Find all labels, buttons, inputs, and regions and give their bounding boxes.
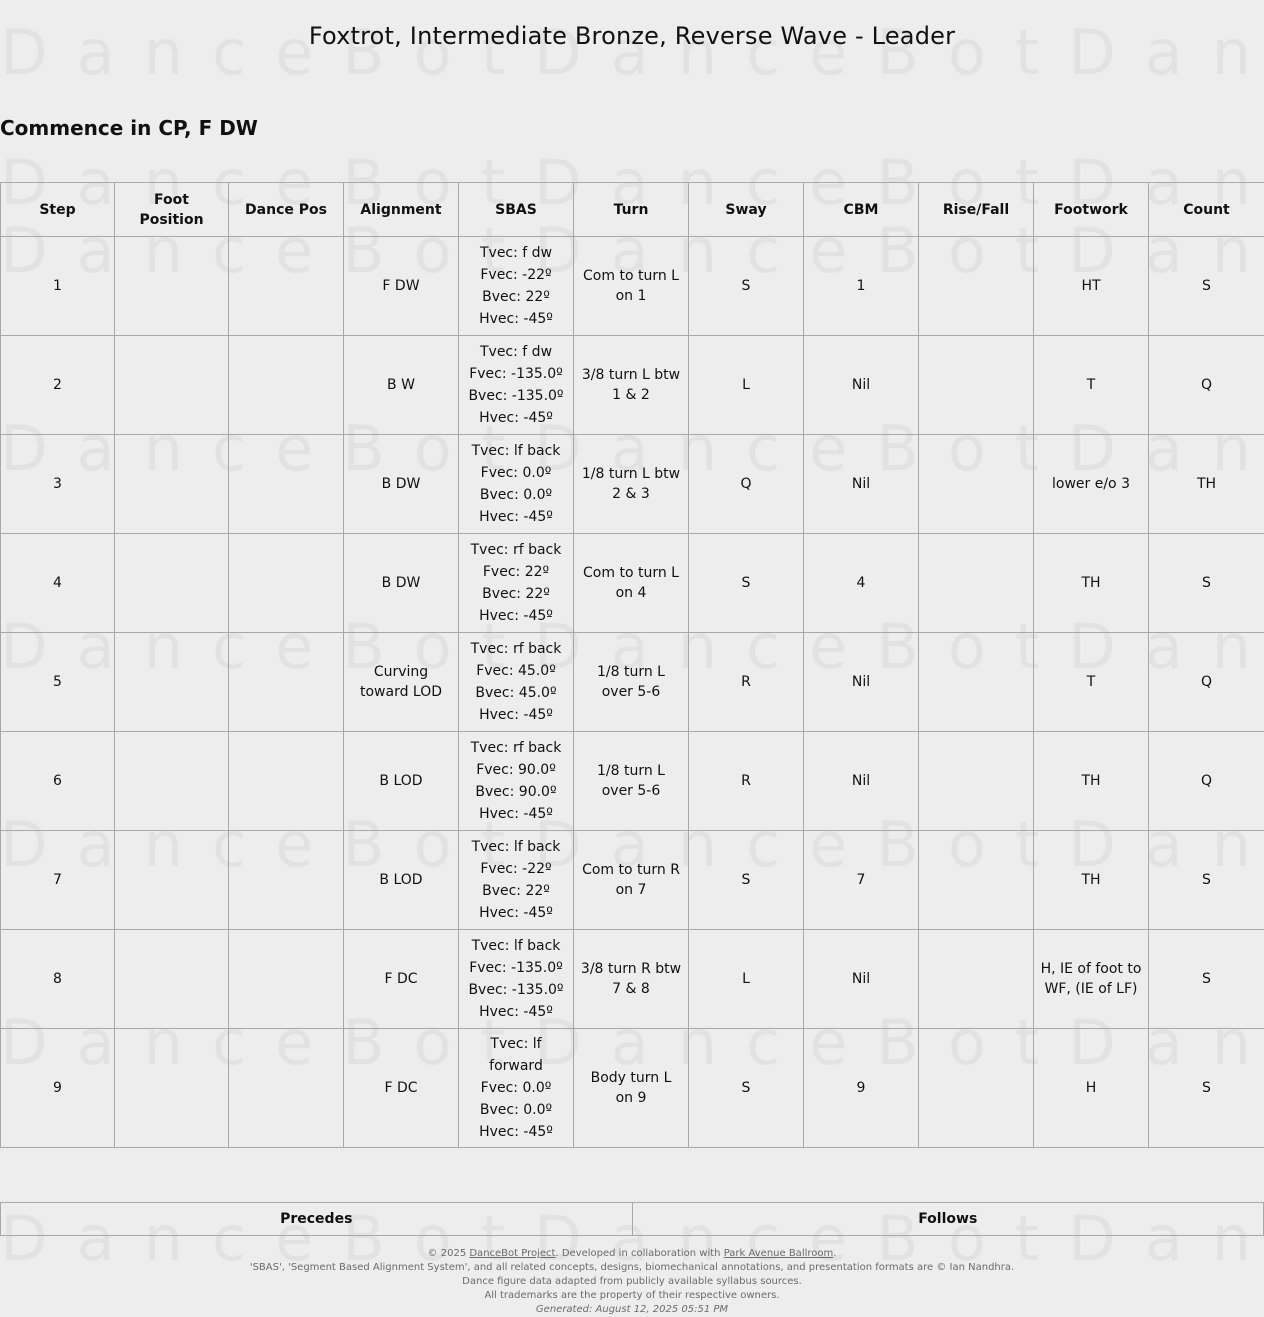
cell-rise-fall	[919, 930, 1034, 1029]
sbas-line: Tvec: lf forward	[465, 1033, 567, 1077]
cell-sway: L	[689, 930, 804, 1029]
copyright-prefix: © 2025	[428, 1248, 470, 1259]
cell-turn: Com to turn R on 7	[574, 831, 689, 930]
cell-rise-fall	[919, 435, 1034, 534]
column-header-sbas: SBAS	[459, 183, 574, 237]
sbas-line: Hvec: -45º	[465, 407, 567, 429]
cell-count: S	[1149, 930, 1264, 1029]
cell-foot-position	[115, 435, 229, 534]
sbas-line: Bvec: 0.0º	[465, 1099, 567, 1121]
cell-turn: 3/8 turn R btw 7 & 8	[574, 930, 689, 1029]
cell-alignment: F DC	[344, 1029, 459, 1148]
follows-header: Follows	[632, 1203, 1264, 1236]
cell-step: 5	[1, 633, 115, 732]
column-header-cbm: CBM	[804, 183, 919, 237]
sbas-line: Hvec: -45º	[465, 704, 567, 726]
cell-dance-pos	[229, 732, 344, 831]
cell-sbas	[459, 534, 574, 633]
cell-turn: 1/8 turn L over 5-6	[574, 633, 689, 732]
cell-turn: 3/8 turn L btw 1 & 2	[574, 336, 689, 435]
table-row	[1, 633, 1264, 732]
cell-sway: R	[689, 633, 804, 732]
cell-foot-position	[115, 930, 229, 1029]
cell-dance-pos	[229, 1029, 344, 1148]
precedes-header: Precedes	[1, 1203, 633, 1236]
cell-count: TH	[1149, 435, 1264, 534]
cell-footwork: TH	[1034, 732, 1149, 831]
cell-alignment: B W	[344, 336, 459, 435]
sbas-line: Fvec: -22º	[465, 264, 567, 286]
cell-count: S	[1149, 237, 1264, 336]
table-row	[1, 237, 1264, 336]
cell-sbas	[459, 930, 574, 1029]
cell-alignment: B DW	[344, 534, 459, 633]
sbas-line: Fvec: 0.0º	[465, 1077, 567, 1099]
column-header-foot-position: Foot Position	[115, 183, 229, 237]
cell-sbas	[459, 435, 574, 534]
cell-turn: Com to turn L on 1	[574, 237, 689, 336]
sbas-line: Tvec: lf back	[465, 935, 567, 957]
sbas-line: Bvec: 22º	[465, 286, 567, 308]
cell-sbas	[459, 336, 574, 435]
cell-dance-pos	[229, 633, 344, 732]
cell-rise-fall	[919, 534, 1034, 633]
cell-turn: 1/8 turn L over 5-6	[574, 732, 689, 831]
sbas-line: Bvec: -135.0º	[465, 979, 567, 1001]
cell-sway: S	[689, 534, 804, 633]
cell-step: 7	[1, 831, 115, 930]
cell-footwork: lower e/o 3	[1034, 435, 1149, 534]
sbas-line: Bvec: -135.0º	[465, 385, 567, 407]
sbas-line: Fvec: -22º	[465, 858, 567, 880]
page-title: Foxtrot, Intermediate Bronze, Reverse Wave - Leader	[0, 22, 1264, 50]
cell-foot-position	[115, 336, 229, 435]
table-row	[1, 534, 1264, 633]
footer-line-4: All trademarks are the property of their respective owners.	[0, 1289, 1264, 1303]
column-header-count: Count	[1149, 183, 1264, 237]
cell-sway: S	[689, 237, 804, 336]
cell-foot-position	[115, 732, 229, 831]
cell-rise-fall	[919, 633, 1034, 732]
cell-rise-fall	[919, 336, 1034, 435]
cell-alignment: F DW	[344, 237, 459, 336]
sbas-line: Tvec: rf back	[465, 638, 567, 660]
sbas-line: Fvec: 0.0º	[465, 462, 567, 484]
sbas-line: Tvec: f dw	[465, 341, 567, 363]
cell-footwork: H, IE of foot to WF, (IE of LF)	[1034, 930, 1149, 1029]
cell-count: Q	[1149, 336, 1264, 435]
generated-timestamp: Generated: August 12, 2025 05:51 PM	[0, 1303, 1264, 1317]
cell-step: 8	[1, 930, 115, 1029]
sbas-line: Hvec: -45º	[465, 803, 567, 825]
cell-footwork: T	[1034, 336, 1149, 435]
cell-count: Q	[1149, 732, 1264, 831]
sbas-line: Bvec: 22º	[465, 583, 567, 605]
sbas-line: Hvec: -45º	[465, 506, 567, 528]
commence-heading: Commence in CP, F DW	[0, 116, 258, 140]
cell-step: 1	[1, 237, 115, 336]
cell-cbm: 7	[804, 831, 919, 930]
park-avenue-ballroom-link[interactable]: Park Avenue Ballroom	[724, 1248, 834, 1259]
sbas-line: Bvec: 22º	[465, 880, 567, 902]
table-row	[1, 831, 1264, 930]
cell-foot-position	[115, 534, 229, 633]
cell-foot-position	[115, 831, 229, 930]
cell-count: S	[1149, 831, 1264, 930]
cell-sway: L	[689, 336, 804, 435]
sbas-line: Hvec: -45º	[465, 1001, 567, 1023]
column-header-turn: Turn	[574, 183, 689, 237]
cell-step: 2	[1, 336, 115, 435]
cell-foot-position	[115, 1029, 229, 1148]
cell-turn: Com to turn L on 4	[574, 534, 689, 633]
cell-dance-pos	[229, 930, 344, 1029]
cell-dance-pos	[229, 831, 344, 930]
sbas-line: Fvec: -135.0º	[465, 363, 567, 385]
cell-footwork: TH	[1034, 831, 1149, 930]
cell-dance-pos	[229, 435, 344, 534]
cell-alignment: Curving toward LOD	[344, 633, 459, 732]
cell-sbas	[459, 237, 574, 336]
table-row	[1, 336, 1264, 435]
cell-sway: S	[689, 1029, 804, 1148]
sbas-line: Tvec: rf back	[465, 737, 567, 759]
cell-count: Q	[1149, 633, 1264, 732]
sbas-line: Fvec: 22º	[465, 561, 567, 583]
footer-line-1	[0, 1247, 1264, 1261]
header-row	[1, 183, 1264, 237]
column-header-alignment: Alignment	[344, 183, 459, 237]
sbas-line: Tvec: f dw	[465, 242, 567, 264]
collab-text: . Developed in collaboration with	[555, 1248, 723, 1259]
cell-foot-position	[115, 633, 229, 732]
sbas-line: Fvec: -135.0º	[465, 957, 567, 979]
cell-dance-pos	[229, 534, 344, 633]
sbas-line: Bvec: 90.0º	[465, 781, 567, 803]
sbas-line: Fvec: 45.0º	[465, 660, 567, 682]
column-header-footwork: Footwork	[1034, 183, 1149, 237]
cell-cbm: Nil	[804, 633, 919, 732]
sbas-line: Tvec: lf back	[465, 836, 567, 858]
cell-alignment: F DC	[344, 930, 459, 1029]
column-header-rise-fall: Rise/Fall	[919, 183, 1034, 237]
cell-sbas	[459, 633, 574, 732]
column-header-sway: Sway	[689, 183, 804, 237]
cell-sbas	[459, 831, 574, 930]
cell-alignment: B LOD	[344, 831, 459, 930]
table-row	[1, 435, 1264, 534]
sbas-line: Tvec: lf back	[465, 440, 567, 462]
table-row	[1, 930, 1264, 1029]
column-header-dance-pos: Dance Pos	[229, 183, 344, 237]
footer-line-3: Dance figure data adapted from publicly available syllabus sources.	[0, 1275, 1264, 1289]
sbas-line: Bvec: 45.0º	[465, 682, 567, 704]
column-header-step: Step	[1, 183, 115, 237]
cell-sway: S	[689, 831, 804, 930]
cell-footwork: TH	[1034, 534, 1149, 633]
footer-line-2: 'SBAS', 'Segment Based Alignment System', and all related concepts, designs, biomechanical annotations, and presentation formats are © Ian Nandhra.	[0, 1261, 1264, 1275]
sbas-line: Bvec: 0.0º	[465, 484, 567, 506]
cell-step: 9	[1, 1029, 115, 1148]
cell-rise-fall	[919, 237, 1034, 336]
sbas-line: Tvec: rf back	[465, 539, 567, 561]
sbas-line: Hvec: -45º	[465, 902, 567, 924]
cell-foot-position	[115, 237, 229, 336]
cell-step: 4	[1, 534, 115, 633]
cell-rise-fall	[919, 831, 1034, 930]
table-row	[1, 1029, 1264, 1148]
sbas-line: Hvec: -45º	[465, 1121, 567, 1143]
cell-dance-pos	[229, 237, 344, 336]
sbas-line: Hvec: -45º	[465, 308, 567, 330]
cell-turn: Body turn L on 9	[574, 1029, 689, 1148]
table-row	[1, 732, 1264, 831]
sbas-line: Hvec: -45º	[465, 605, 567, 627]
cell-cbm: Nil	[804, 435, 919, 534]
cell-step: 6	[1, 732, 115, 831]
cell-cbm: 9	[804, 1029, 919, 1148]
cell-sway: R	[689, 732, 804, 831]
cell-count: S	[1149, 1029, 1264, 1148]
dancebot-project-link[interactable]: DanceBot Project	[469, 1248, 555, 1259]
cell-dance-pos	[229, 336, 344, 435]
sbas-line: Fvec: 90.0º	[465, 759, 567, 781]
cell-count: S	[1149, 534, 1264, 633]
cell-rise-fall	[919, 732, 1034, 831]
cell-cbm: Nil	[804, 336, 919, 435]
cell-cbm: 1	[804, 237, 919, 336]
cell-step: 3	[1, 435, 115, 534]
steps-table	[0, 182, 1264, 1148]
cell-footwork: H	[1034, 1029, 1149, 1148]
cell-footwork: HT	[1034, 237, 1149, 336]
links-table	[0, 1202, 1264, 1236]
cell-cbm: Nil	[804, 930, 919, 1029]
cell-alignment: B LOD	[344, 732, 459, 831]
cell-rise-fall	[919, 1029, 1034, 1148]
cell-cbm: 4	[804, 534, 919, 633]
cell-alignment: B DW	[344, 435, 459, 534]
collab-end: .	[833, 1248, 836, 1259]
cell-footwork: T	[1034, 633, 1149, 732]
cell-sbas	[459, 732, 574, 831]
cell-turn: 1/8 turn L btw 2 & 3	[574, 435, 689, 534]
footer	[0, 1247, 1264, 1317]
cell-sbas	[459, 1029, 574, 1148]
cell-cbm: Nil	[804, 732, 919, 831]
cell-sway: Q	[689, 435, 804, 534]
